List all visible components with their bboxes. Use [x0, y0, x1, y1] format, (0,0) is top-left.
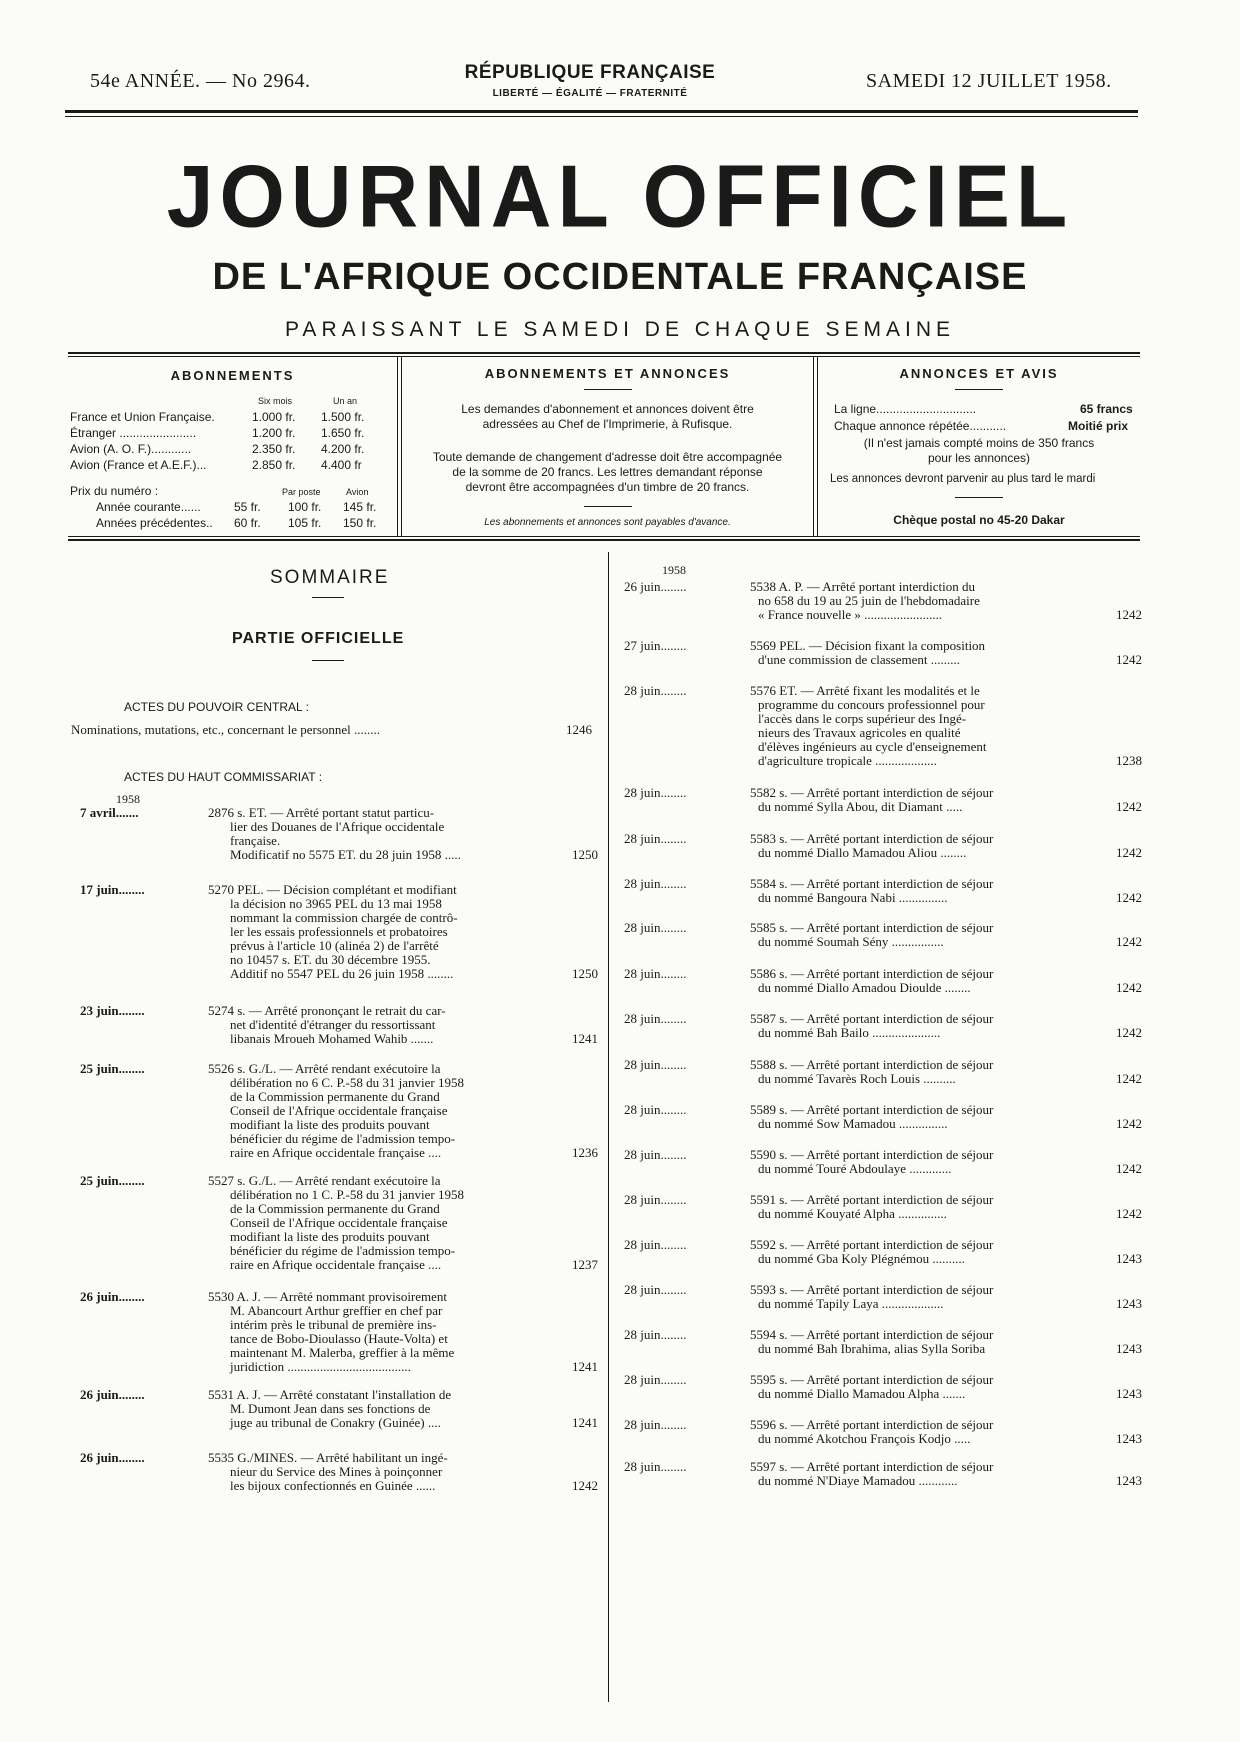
entry-line: prévus à l'article 10 (alinéa 2) de l'arrêté	[230, 938, 439, 953]
entry-line: 5586 s. — Arrêté portant interdiction de séjour	[750, 966, 994, 981]
entry-line: nieur du Service des Mines à poinçonner	[230, 1464, 443, 1479]
entry-text	[750, 921, 993, 949]
entry-page: 1236	[572, 1145, 598, 1160]
partie-dash	[312, 660, 344, 661]
entry-line: française.	[230, 833, 281, 848]
entry-text	[208, 1062, 464, 1160]
entry-line: 2876 s. ET. — Arrêté portant statut particu-	[208, 805, 435, 820]
entry-line: du nommé Tapily Laya ...................	[758, 1296, 944, 1311]
annonces-avis-heading: ANNONCES ET AVIS	[899, 366, 1059, 381]
entry-date: 27 juin........	[624, 638, 687, 653]
entry-line: délibération no 1 C. P.-58 du 31 janvier 1958	[230, 1187, 464, 1202]
entry-line: du nommé Bangoura Nabi ...............	[758, 890, 948, 905]
entry-page: 1242	[1116, 980, 1142, 995]
entry-text	[208, 1174, 464, 1272]
entry-page: 1242	[1116, 1161, 1142, 1176]
entry-text	[208, 806, 461, 862]
entry-page: 1242	[1116, 1206, 1142, 1221]
entry-date: 28 juin........	[624, 876, 687, 891]
entry-line: du nommé Diallo Amadou Dioulde ........	[758, 980, 971, 995]
entry-line: de la Commission permanente du Grand	[230, 1089, 440, 1104]
entry-page: 1242	[1116, 934, 1142, 949]
col-un-an: Un an	[333, 396, 358, 406]
entry-date: 28 juin........	[624, 920, 687, 935]
entry-line: « France nouvelle » ........................	[758, 607, 943, 622]
entry-line: du nommé Diallo Mamadou Alpha .......	[758, 1386, 966, 1401]
entry-line: bénéficier du régime de l'admission tempo-	[230, 1243, 456, 1258]
tarif-six: 2.350 fr.	[252, 442, 296, 456]
cheque-postal: Chèque postal no 45-20 Dakar	[893, 513, 1065, 527]
repetee-value: Moitié prix	[1068, 419, 1129, 433]
entry-date: 28 juin........	[624, 831, 687, 846]
entry-line: 5588 s. — Arrêté portant interdiction de séjour	[750, 1057, 994, 1072]
entry-text	[750, 1460, 993, 1488]
tarif-an: 1.500 fr.	[321, 410, 365, 424]
prix-numero-label: Prix du numéro :	[70, 484, 159, 498]
entry-line: d'une commission de classement .........	[758, 652, 961, 667]
entry-line: de la Commission permanente du Grand	[230, 1201, 440, 1216]
entry-line: du nommé Bah Ibrahima, alias Sylla Soriba	[758, 1341, 986, 1356]
abonnements-annonces-heading: ABONNEMENTS ET ANNONCES	[484, 366, 731, 381]
box-divider	[813, 357, 814, 537]
entry-line: 5535 G./MINES. — Arrêté habilitant un ingé-	[208, 1450, 448, 1465]
year-label: 1958	[116, 792, 140, 806]
journal-tagline: PARAISSANT LE SAMEDI DE CHAQUE SEMAINE	[284, 318, 955, 341]
entry-page: 1243	[1116, 1473, 1142, 1488]
entry-line: du nommé Soumah Sény ................	[758, 934, 944, 949]
entry-page: 1243	[1116, 1341, 1142, 1356]
entry-line: libanais Mroueh Mohamed Wahib .......	[230, 1031, 434, 1046]
entry-line: 5594 s. — Arrêté portant interdiction de séjour	[750, 1327, 994, 1342]
entry-text	[750, 1193, 993, 1221]
entry-line: du nommé Gba Koly Plégnémou ..........	[758, 1251, 965, 1266]
entry-line: du nommé Tavarès Roch Louis ..........	[758, 1071, 956, 1086]
box-divider	[401, 357, 402, 537]
entry-line: d'agriculture tropicale ...................	[758, 753, 937, 768]
entry-line: no 10457 s. ET. du 30 décembre 1955.	[230, 952, 431, 967]
year-label-right: 1958	[662, 563, 686, 577]
entry-text	[208, 1290, 454, 1374]
entry-line: 5569 PEL. — Décision fixant la composition	[750, 638, 986, 653]
entry-page: 1243	[1116, 1251, 1142, 1266]
entry-line: la décision no 3965 PEL du 13 mai 1958	[230, 896, 442, 911]
republic-title: RÉPUBLIQUE FRANÇAISE	[464, 62, 716, 83]
entry-line: M. Abancourt Arthur greffier en chef par	[230, 1303, 443, 1318]
entry-text	[750, 1238, 993, 1266]
prix-label: Année courante......	[96, 500, 201, 514]
entry-date: 28 juin........	[624, 1011, 687, 1026]
sommaire-title: SOMMAIRE	[270, 567, 390, 588]
entry-line: 5597 s. — Arrêté portant interdiction de séjour	[750, 1459, 994, 1474]
box-bottom-rule	[68, 539, 1140, 541]
entry-date: 28 juin........	[624, 785, 687, 800]
entry-page: 1242	[1116, 799, 1142, 814]
entry-line: 5583 s. — Arrêté portant interdiction de séjour	[750, 831, 994, 846]
entry-line: 5527 s. G./L. — Arrêté rendant exécutoire la	[208, 1173, 441, 1188]
mid-dash	[584, 506, 632, 507]
entry-page: 1243	[1116, 1386, 1142, 1401]
entry-line: juridiction ......................................	[230, 1359, 411, 1374]
entry-page: 1242	[1116, 845, 1142, 860]
journal-title: JOURNAL OFFICIEL	[166, 146, 1074, 246]
entry-date: 28 juin........	[624, 683, 687, 698]
actes-haut-heading: ACTES DU HAUT COMMISSARIAT :	[124, 770, 323, 784]
repetee-label: Chaque annonce répétée...........	[834, 419, 1007, 433]
heading-dash	[584, 389, 632, 390]
entry-text	[750, 877, 993, 905]
prix-a: 60 fr.	[234, 516, 261, 530]
entry-line: lier des Douanes de l'Afrique occidentale	[230, 819, 445, 834]
entry-page: 1241	[572, 1415, 598, 1430]
entry-page: 1242	[1116, 1025, 1142, 1040]
entry-line: 5531 A. J. — Arrêté constatant l'installation de	[208, 1387, 452, 1402]
prix-c: 145 fr.	[343, 500, 377, 514]
nominations-entry: Nominations, mutations, etc., concernant le personnel ........	[71, 722, 381, 737]
entry-line: du nommé N'Diaye Mamadou ............	[758, 1473, 958, 1488]
entry-text	[750, 1328, 993, 1356]
box-top-rule	[68, 352, 1140, 354]
entry-page: 1241	[572, 1359, 598, 1374]
entry-date: 28 juin........	[624, 1057, 687, 1072]
entry-date: 7 avril.......	[80, 805, 139, 820]
entry-date: 28 juin........	[624, 1237, 687, 1252]
header-rule	[65, 110, 1138, 113]
entry-date: 28 juin........	[624, 1102, 687, 1117]
entry-date: 28 juin........	[624, 1327, 687, 1342]
entry-date: 23 juin........	[80, 1003, 145, 1018]
tarif-six: 2.850 fr.	[252, 458, 296, 472]
entry-line: raire en Afrique occidentale française ....	[230, 1257, 442, 1272]
entry-line: du nommé Touré Abdoulaye .............	[758, 1161, 952, 1176]
entry-line: les bijoux confectionnés en Guinée ......	[230, 1478, 436, 1493]
entry-text	[750, 580, 980, 622]
entry-text	[750, 639, 985, 667]
entry-date: 28 juin........	[624, 1282, 687, 1297]
box-top-rule-thin	[68, 356, 1140, 357]
prix-b: 105 fr.	[288, 516, 322, 530]
entry-text	[750, 1148, 993, 1176]
entry-page: 1242	[1116, 1116, 1142, 1131]
entry-date: 25 juin........	[80, 1061, 145, 1076]
entry-text	[750, 832, 993, 860]
entry-date: 26 juin........	[624, 579, 687, 594]
entry-line: d'élèves ingénieurs au cycle d'enseignement	[758, 739, 987, 754]
entry-line: du nommé Diallo Mamadou Aliou ........	[758, 845, 967, 860]
tarif-six: 1.000 fr.	[252, 410, 296, 424]
tarif-an: 4.400 fr	[321, 458, 362, 472]
tarif-an: 4.200 fr.	[321, 442, 365, 456]
heading-dash	[955, 389, 1003, 390]
entry-line: no 658 du 19 au 25 juin de l'hebdomadaire	[758, 593, 980, 608]
entry-line: l'accès dans le corps supérieur des Ingé-	[758, 711, 967, 726]
col-par-poste: Par poste	[282, 487, 321, 497]
entry-date: 26 juin........	[80, 1289, 145, 1304]
entry-page: 1242	[572, 1478, 598, 1493]
entry-line: 5589 s. — Arrêté portant interdiction de séjour	[750, 1102, 994, 1117]
header-rule-thin	[65, 116, 1138, 117]
entry-line: maintenant M. Malerba, greffier à la même	[230, 1345, 455, 1360]
entry-text	[750, 1373, 993, 1401]
entry-page: 1237	[572, 1257, 598, 1272]
actes-central-heading: ACTES DU POUVOIR CENTRAL :	[124, 700, 309, 714]
entry-text	[208, 1451, 448, 1493]
entry-line: 5530 A. J. — Arrêté nommant provisoirement	[208, 1289, 448, 1304]
entry-page: 1242	[1116, 1071, 1142, 1086]
entry-line: 5526 s. G./L. — Arrêté rendant exécutoire la	[208, 1061, 441, 1076]
entry-line: intérim près le tribunal de première ins-	[230, 1317, 437, 1332]
entry-page: 1238	[1116, 753, 1142, 768]
col-six-mois: Six mois	[258, 396, 293, 406]
box-divider	[817, 357, 818, 537]
republic-motto: LIBERTÉ — ÉGALITÉ — FRATERNITÉ	[492, 88, 688, 99]
entry-line: du nommé Sylla Abou, dit Diamant .....	[758, 799, 963, 814]
entry-text	[750, 1283, 993, 1311]
ligne-value: 65 francs	[1080, 402, 1133, 416]
entry-date: 28 juin........	[624, 1372, 687, 1387]
entry-page: 1250	[572, 847, 598, 862]
entry-page: 1242	[1116, 652, 1142, 667]
entry-page: 1243	[1116, 1296, 1142, 1311]
sommaire-dash	[312, 597, 344, 598]
entry-date: 28 juin........	[624, 1459, 687, 1474]
entry-line: 5591 s. — Arrêté portant interdiction de séjour	[750, 1192, 994, 1207]
entry-line: du nommé Sow Mamadou ...............	[758, 1116, 948, 1131]
journal-subtitle: DE L'AFRIQUE OCCIDENTALE FRANÇAISE	[212, 256, 1028, 298]
entry-line: 5596 s. — Arrêté portant interdiction de séjour	[750, 1417, 994, 1432]
issue-number: 54e ANNÉE. — No 2964.	[90, 70, 311, 92]
entry-line: raire en Afrique occidentale française ....	[230, 1145, 442, 1160]
entry-line: 5593 s. — Arrêté portant interdiction de séjour	[750, 1282, 994, 1297]
abonnements-heading: ABONNEMENTS	[170, 368, 295, 383]
entry-date: 17 juin........	[80, 882, 145, 897]
entry-page: 1243	[1116, 1431, 1142, 1446]
entry-line: du nommé Bah Bailo .....................	[758, 1025, 941, 1040]
entry-line: 5270 PEL. — Décision complétant et modifiant	[208, 882, 457, 897]
entry-line: modifiant la liste des produits pouvant	[230, 1229, 430, 1244]
tarif-label: Avion (A. O. F.)............	[70, 442, 192, 456]
entry-line: juge au tribunal de Conakry (Guinée) ....	[230, 1415, 441, 1430]
entry-text	[750, 1012, 993, 1040]
entry-line: 5576 ET. — Arrêté fixant les modalités et le	[750, 683, 980, 698]
entry-line: 5538 A. P. — Arrêté portant interdiction du	[750, 579, 975, 594]
prix-a: 55 fr.	[234, 500, 261, 514]
entry-line: 5584 s. — Arrêté portant interdiction de séjour	[750, 876, 994, 891]
entry-page: 1242	[1116, 890, 1142, 905]
entry-text	[750, 1103, 993, 1131]
partie-title: PARTIE OFFICIELLE	[232, 630, 405, 647]
entry-line: ler les essais professionnels et probatoires	[230, 924, 448, 939]
entry-line: nieurs des Travaux agricoles en qualité	[758, 725, 961, 740]
entry-date: 25 juin........	[80, 1173, 145, 1188]
entry-line: 5595 s. — Arrêté portant interdiction de séjour	[750, 1372, 994, 1387]
entry-line: nommant la commission chargée de contrô-	[230, 910, 458, 925]
issue-date: SAMEDI 12 JUILLET 1958.	[866, 70, 1112, 92]
entry-text	[750, 1418, 993, 1446]
annonce-note: (Il n'est jamais compté moins de 350 francs pour les annonces)	[863, 436, 1095, 465]
tarif-label: Étranger .......................	[70, 426, 197, 440]
entry-line: du nommé Akotchou François Kodjo .....	[758, 1431, 971, 1446]
prix-label: Années précédentes..	[96, 516, 213, 530]
entry-page: 1250	[572, 966, 598, 981]
entry-line: programme du concours professionnel pour	[758, 697, 985, 712]
ligne-label: La ligne..............................	[834, 402, 977, 416]
entry-text	[208, 883, 458, 981]
col-avion: Avion	[346, 487, 369, 497]
entry-line: 5592 s. — Arrêté portant interdiction de séjour	[750, 1237, 994, 1252]
mid-paragraph-1: Les demandes d'abonnement et annonces doivent être adressées au Chef de l'Imprimerie, à Rufisque.	[461, 402, 754, 431]
entry-line: net d'identité d'étranger du ressortissant	[230, 1017, 436, 1032]
entry-date: 28 juin........	[624, 966, 687, 981]
prix-c: 150 fr.	[343, 516, 377, 530]
entry-line: 5587 s. — Arrêté portant interdiction de séjour	[750, 1011, 994, 1026]
entry-text	[750, 786, 993, 814]
column-divider	[608, 552, 609, 1702]
box-bottom-rule-thin	[68, 536, 1140, 537]
entry-line: du nommé Kouyaté Alpha ...............	[758, 1206, 947, 1221]
entry-date: 28 juin........	[624, 1417, 687, 1432]
entry-date: 26 juin........	[80, 1387, 145, 1402]
tarif-an: 1.650 fr.	[321, 426, 365, 440]
tarif-six: 1.200 fr.	[252, 426, 296, 440]
entry-line: bénéficier du régime de l'admission tempo-	[230, 1131, 456, 1146]
entry-line: 5590 s. — Arrêté portant interdiction de séjour	[750, 1147, 994, 1162]
entry-text	[750, 967, 993, 995]
entry-line: Additif no 5547 PEL du 26 juin 1958 ........	[230, 966, 454, 981]
entry-line: Modificatif no 5575 ET. du 28 juin 1958 .....	[230, 847, 461, 862]
right-dash	[955, 497, 1003, 498]
entry-text	[208, 1388, 451, 1430]
entry-page: 1241	[572, 1031, 598, 1046]
entry-line: délibération no 6 C. P.-58 du 31 janvier 1958	[230, 1075, 464, 1090]
prix-b: 100 fr.	[288, 500, 322, 514]
entry-line: 5582 s. — Arrêté portant interdiction de séjour	[750, 785, 994, 800]
entry-line: Conseil de l'Afrique occidentale française	[230, 1215, 448, 1230]
nominations-page: 1246	[566, 722, 592, 737]
entry-date: 28 juin........	[624, 1192, 687, 1207]
entry-line: modifiant la liste des produits pouvant	[230, 1117, 430, 1132]
entry-line: 5585 s. — Arrêté portant interdiction de séjour	[750, 920, 994, 935]
entry-line: M. Dumont Jean dans ses fonctions de	[230, 1401, 431, 1416]
entry-page: 1242	[1116, 607, 1142, 622]
tarif-label: France et Union Française.	[70, 410, 215, 424]
box-divider	[397, 357, 398, 537]
entry-text	[750, 684, 986, 768]
entry-line: tance de Bobo-Dioulasso (Haute-Volta) et	[230, 1331, 448, 1346]
entry-line: 5274 s. — Arrêté prononçant le retrait du car-	[208, 1003, 446, 1018]
entry-text	[750, 1058, 993, 1086]
mid-footer: Les abonnements et annonces sont payables d'avance.	[484, 517, 731, 528]
entry-date: 26 juin........	[80, 1450, 145, 1465]
entry-text	[208, 1004, 446, 1046]
entry-date: 28 juin........	[624, 1147, 687, 1162]
annonce-deadline: Les annonces devront parvenir au plus tard le mardi	[830, 473, 1096, 485]
mid-paragraph-2: Toute demande de changement d'adresse doit être accompagnée de la somme de 20 francs. Les lettres demandant réponse devront être accompagnées d'un timbre de 20 francs.	[432, 450, 783, 494]
entry-line: Conseil de l'Afrique occidentale française	[230, 1103, 448, 1118]
tarif-label: Avion (France et A.E.F.)...	[70, 458, 207, 472]
